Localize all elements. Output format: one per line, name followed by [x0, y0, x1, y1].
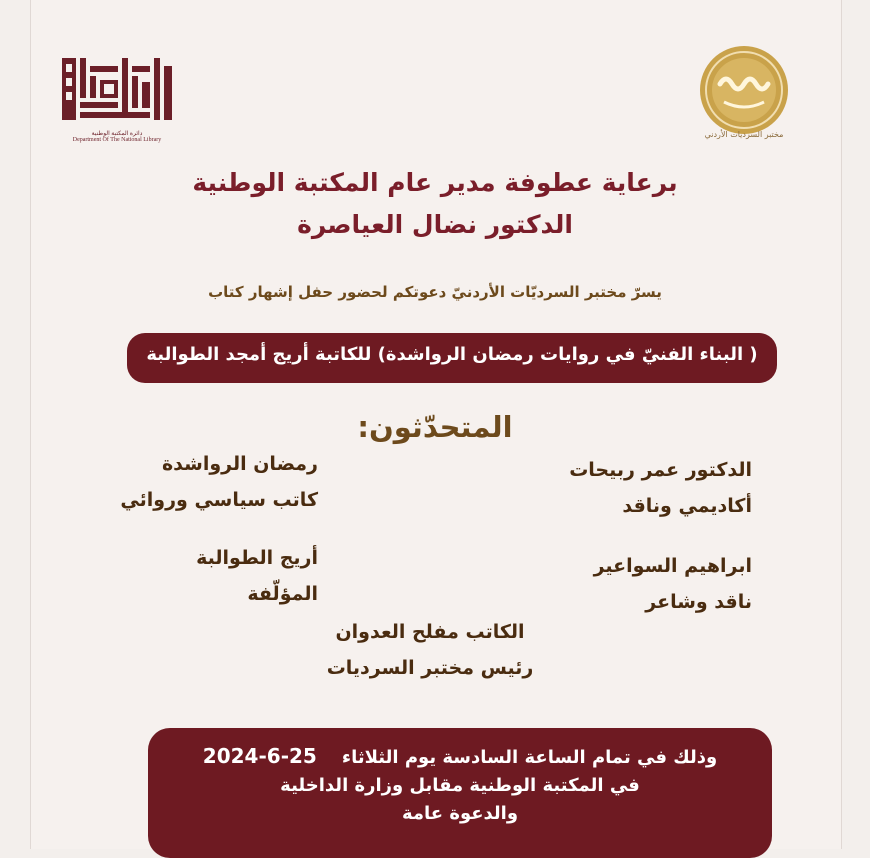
speakers-heading: المتحدّثون:	[357, 410, 513, 444]
speaker-role: كاتب سياسي وروائي	[120, 489, 318, 511]
speaker-role: ناقد وشاعر	[645, 591, 752, 613]
event-date: 25-6-2024	[202, 744, 317, 768]
speaker-name: أريج الطوالبة	[196, 547, 318, 569]
speaker-1	[492, 452, 752, 524]
speaker-role: المؤلّفة	[247, 583, 318, 605]
event-details	[148, 742, 772, 828]
event-place: في المكتبة الوطنية مقابل وزارة الداخلية	[280, 775, 640, 796]
speaker-name: الكاتب مفلح العدوان	[335, 621, 525, 643]
speaker-role: أكاديمي وناقد	[622, 495, 752, 517]
book-title: ( البناء الفنيّ في روايات رمضان الرواشدة) للكاتبة أريج أمجد الطوالبة	[146, 344, 758, 365]
speaker-5	[310, 614, 550, 686]
event-time: وذلك في تمام الساعة السادسة يوم الثلاثاء	[341, 747, 718, 768]
event-time-line	[148, 742, 772, 772]
speaker-name: ابراهيم السواعير	[593, 555, 752, 577]
speaker-4	[58, 540, 318, 612]
narratives-lab-caption: مختبر السرديات الأردني	[704, 130, 784, 139]
national-library-caption: دائرة المكتبة الوطنية Department Of The National Library	[72, 131, 162, 143]
narratives-lab-logo	[698, 44, 790, 136]
speaker-2	[58, 446, 318, 518]
event-note: والدعوة عامة	[401, 803, 519, 824]
speaker-name: الدكتور عمر ربيحات	[569, 459, 752, 481]
national-library-logo	[58, 56, 176, 138]
patron-line-2: الدكتور نضال العياصرة	[297, 210, 573, 239]
speaker-name: رمضان الرواشدة	[161, 453, 318, 475]
speaker-role: رئيس مختبر السرديات	[326, 657, 534, 679]
speaker-3	[492, 548, 752, 620]
patron-line-1: برعاية عطوفة مدير عام المكتبة الوطنية	[192, 168, 678, 197]
invitation-line: يسرّ مختبر السرديّات الأردنيّ دعوتكم لحضور حفل إشهار كتاب	[208, 283, 662, 301]
